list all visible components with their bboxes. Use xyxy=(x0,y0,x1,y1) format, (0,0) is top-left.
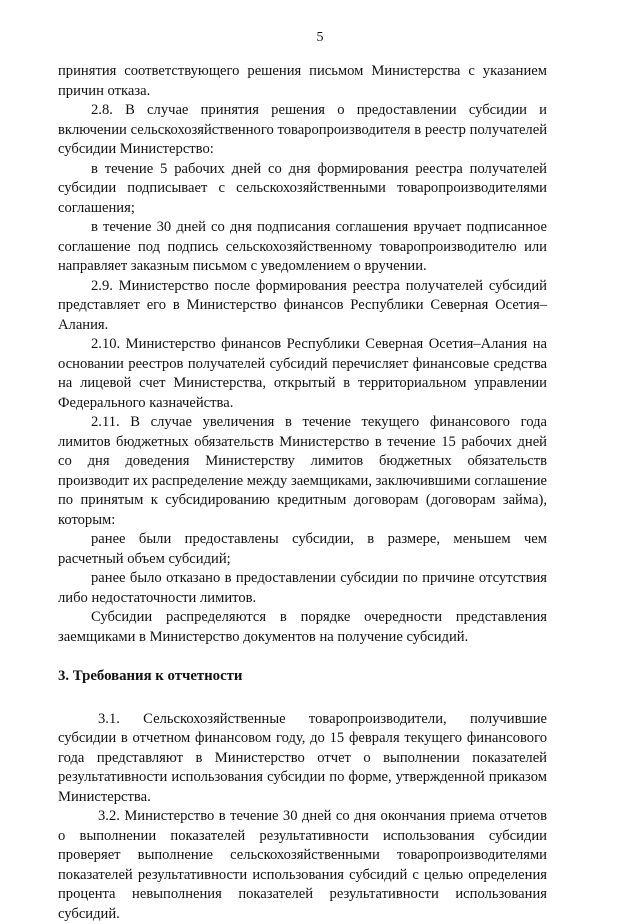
paragraph-2-11-item-2: ранее было отказано в предоставлении субсидии по причине отсутствия либо недостаточности лимитов. xyxy=(58,570,547,606)
paragraph-2-8-item-1: в течение 5 рабочих дней со дня формирования реестра получателей субсидии подписывает с сельскохозяйственными товаропроизводителями соглашения; xyxy=(58,160,547,216)
paragraph-3-1: 3.1. Сельскохозяйственные товаропроизводители, получившие субсидии в отчетном финансовом году, до 15 февраля текущего финансового года представляют в Министерство отчет о выполнении показателей результативности использования субсидии по форме, утвержденной приказом Министерства. xyxy=(58,710,547,805)
paragraph-2-11-item-1: ранее были предоставлены субсидии, в размере, меньшем чем расчетный объем субсидий; xyxy=(58,531,547,567)
paragraph-refusal-continuation: принятия соответствующего решения письмом Министерства с указанием причин отказа. xyxy=(58,63,547,99)
paragraph-2-11: 2.11. В случае увеличения в течение текущего финансового года лимитов бюджетных обязательств Министерство в течение 15 рабочих дней со дня доведения Министерству лимитов бюджетных обязательств производит их распределение между заемщиками, заключившими соглашение по принятым к субсидированию кредитным договорам (договорам займа), которым: xyxy=(58,414,547,528)
paragraph-distribution-order: Субсидии распределяются в порядке очередности представления заемщиками в Министерство документов на получение субсидий. xyxy=(58,609,547,645)
document-body xyxy=(58,62,547,924)
section-heading: 3. Требования к отчетности xyxy=(58,668,243,684)
paragraph-3-2: 3.2. Министерство в течение 30 дней со дня окончания приема отчетов о выполнении показателей результативности использования субсидии проверяет выполнение сельскохозяйственными товаропроизводителями показателей результативности использования субсидий с целью определения процента невыполнения показателей результативности использования субсидий. xyxy=(58,808,547,922)
paragraph-2-8: 2.8. В случае принятия решения о предоставлении субсидии и включении сельскохозяйственного товаропроизводителя в реестр получателей субсидии Министерство: xyxy=(58,102,547,157)
page-number: 5 xyxy=(316,30,324,45)
paragraph-2-10: 2.10. Министерство финансов Республики Северная Осетия–Алания на основании реестров получателей субсидий перечисляет финансовые средства на лицевой счет Министерства, открытый в территориальном управлении Федерального казначейства. xyxy=(58,336,547,411)
paragraph-2-9: 2.9. Министерство после формирования реестра получателей субсидий представляет его в Министерство финансов Республики Северная Осетия–Алания. xyxy=(58,277,547,333)
paragraph-2-8-item-2: в течение 30 дней со дня подписания соглашения вручает подписанное соглашение под подпись сельскохозяйственному товаропроизводителю или направляет заказным письмом с уведомлением о вручении. xyxy=(58,219,547,274)
